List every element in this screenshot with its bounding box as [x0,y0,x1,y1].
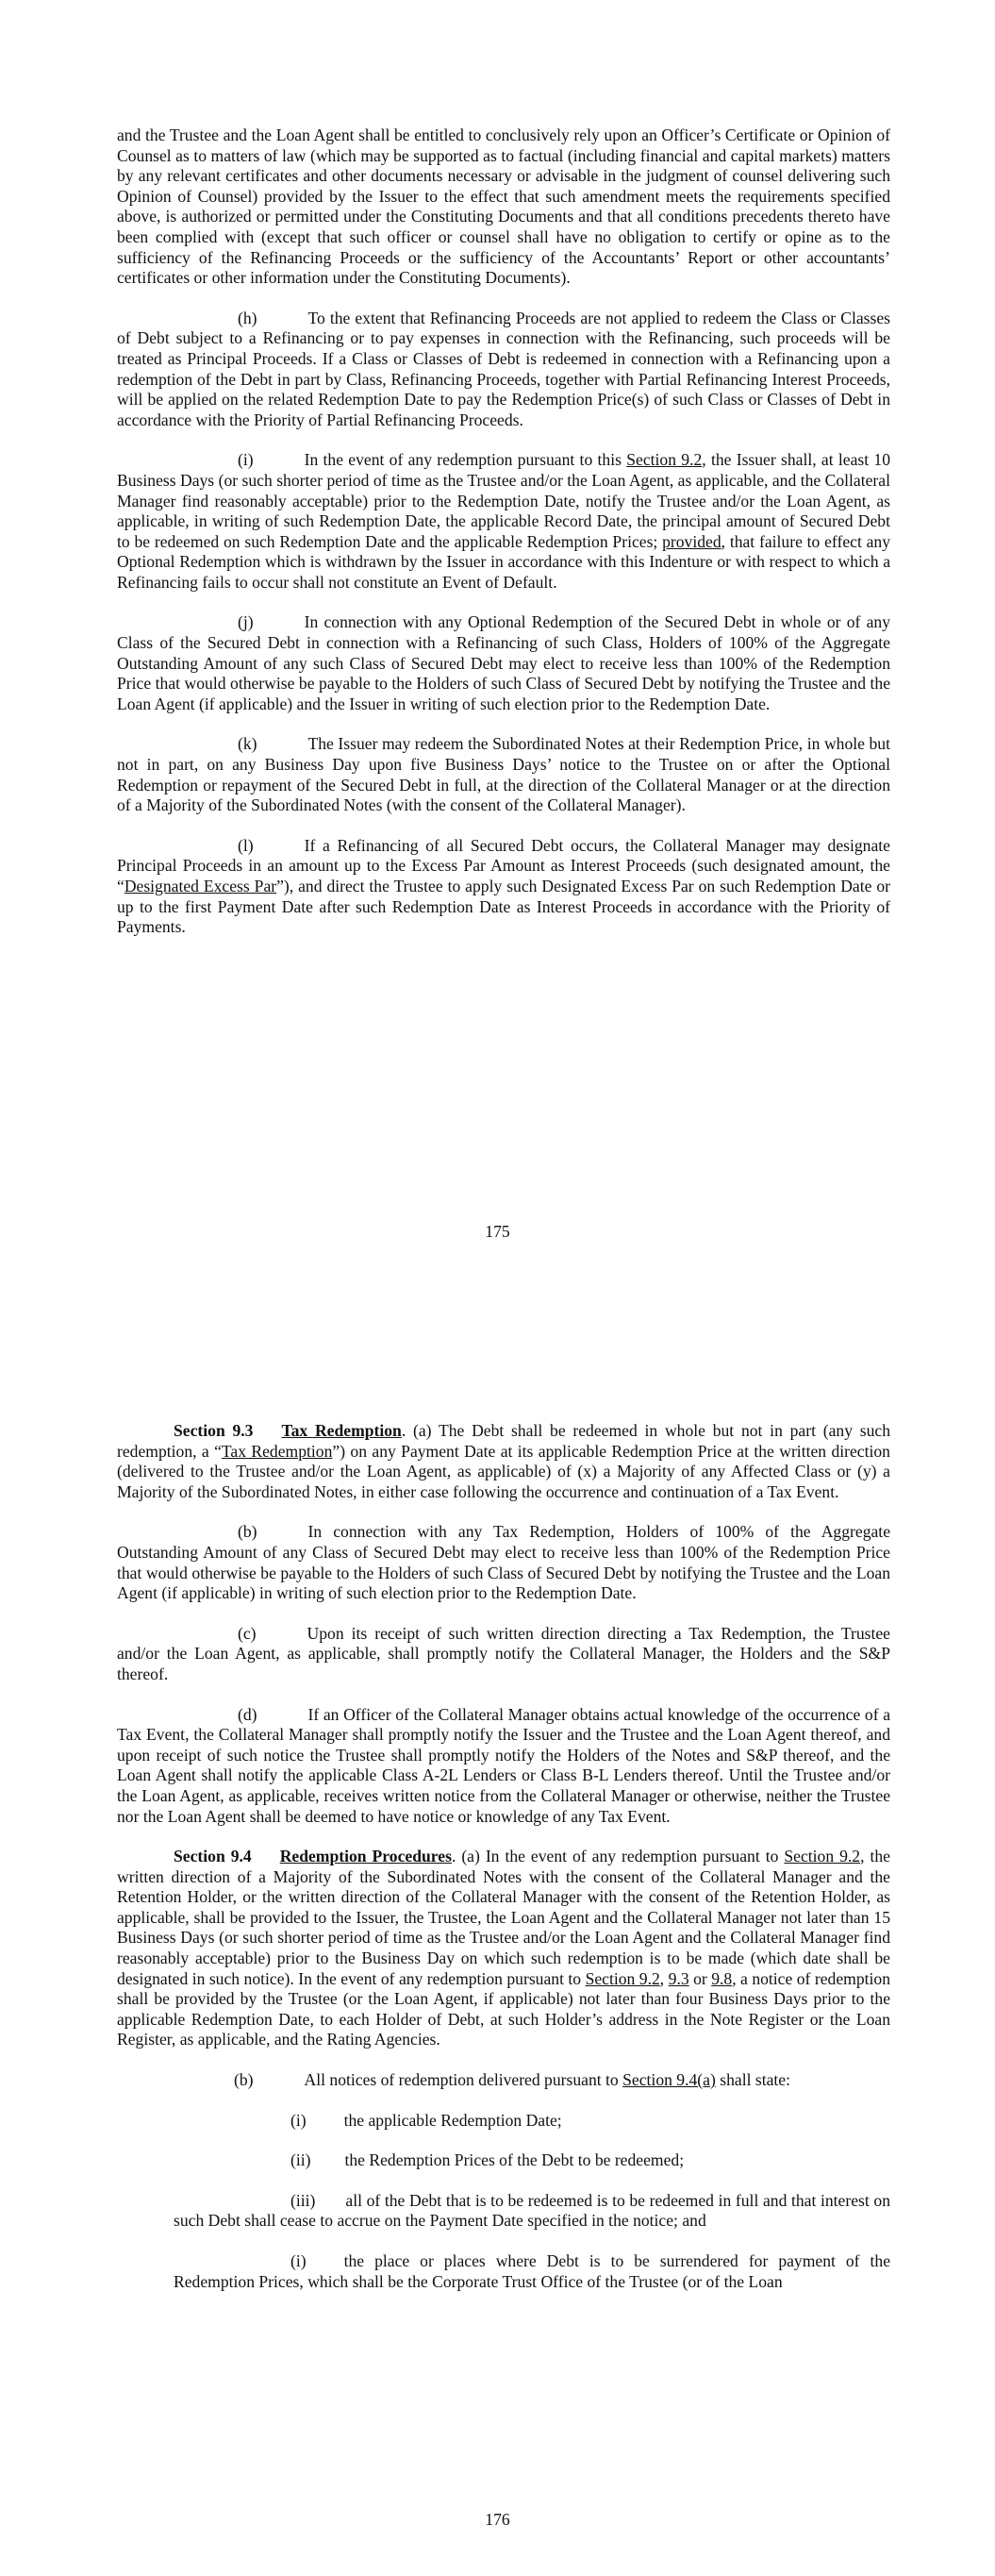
paragraph-9-3-b: (b) In connection with any Tax Redemption, Holders of 100% of the Aggregate Outstanding Amount of any Class of Secured Debt may elect to receive less than 100% of the Redemption Price that would otherwise be payable to the Holders of such Class of Secured Debt by notifying the Trustee and the Loan Agent (if applicable) in writing of such election prior to the Redemption Date. [117,1522,890,1603]
clause-label: (b) [234,2070,254,2090]
section-reference: Section 9.2 [585,1968,660,1988]
list-item: (i) the place or places where Debt is to be surrendered for payment of the Redemption Prices, which shall be the Corporate Trust Office of the Trustee (or of the Loan [174,2251,890,2291]
section-title: Tax Redemption [281,1421,402,1440]
clause-label: (i) [290,2110,307,2130]
section-label: Section 9.4 [174,1847,252,1866]
section-label: Section 9.3 [174,1421,254,1440]
clause-label: (j) [238,612,254,632]
clause-label: (k) [238,734,257,754]
section-9-4: Section 9.4 Redemption Procedures. (a) In the event of any redemption pursuant to Section 9.2, the written direction of a Majority of the Subordinated Notes with the consent of the Collateral Manager and the Retention Holder, or the written direction of the Collateral Manager with the consent of the Retention Holder, as applicable, shall be provided to the Issuer, the Trustee, the Loan Agent and the Collateral Manager not later than 15 Business Days (or such shorter period of time as the Trustee and/or the Loan Agent and the Collateral Manager find reasonably acceptable) prior to the Business Day on which such redemption is to be made (which date shall be designated in such notice). In the event of any redemption pursuant to Section 9.2, 9.3 or 9.8, a notice of redemption shall be provided by the Trustee (or the Loan Agent, if applicable) not later than four Business Days prior to the applicable Redemption Date, to each Holder of Debt, at such Holder’s address in the Note Register or the Loan Register, as applicable, and the Rating Agencies. [117,1847,890,2049]
paragraph-intro: and the Trustee and the Loan Agent shall be entitled to conclusively rely upon an Officer’s Certificate or Opinion of Counsel as to matters of law (which may be supported as to factual (including financial and capital markets) matters by any relevant certificates and other documents necessary or advisable in the judgment of counsel delivering such Opinion of Counsel) provided by the Issuer to the effect that such amendment meets the requirements specified above, is authorized or permitted under the Constituting Documents and that all conditions precedents thereto have been complied with (except that such officer or counsel shall have no obligation to certify or opine as to the sufficiency of the Refinancing Proceeds or the sufficiency of the Accountants’ Report or other accountants’ certificates or other information under the Constituting Documents). [117,125,890,288]
paragraph-i: (i) In the event of any redemption pursuant to this Section 9.2, the Issuer shall, at least 10 Business Days (or such shorter period of time as the Trustee and/or the Loan Agent, as applicable, and the Collateral Manager find reasonably acceptable) prior to the Redemption Date, notify the Trustee and/or the Loan Agent, as applicable, in writing of such Redemption Date, the applicable Record Date, the principal amount of Secured Debt to be redeemed on such Redemption Date and the applicable Redemption Prices; provided, that failure to effect any Optional Redemption which is withdrawn by the Issuer in accordance with this Indenture or with respect to which a Refinancing fails to occur shall not constitute an Event of Default. [117,450,891,592]
page-number: 176 [485,2510,510,2529]
page-176-body [117,1421,890,2312]
section-reference: Section 9.4(a) [622,2070,716,2090]
defined-term: Tax Redemption [221,1441,333,1461]
section-reference: 9.3 [668,1968,689,1988]
paragraph-l: (l) If a Refinancing of all Secured Debt occurs, the Collateral Manager may designate Principal Proceeds in an amount up to the Excess Par Amount as Interest Proceeds (such designated amount, the “Designated Excess Par”), and direct the Trustee to apply such Designated Excess Par on such Redemption Date or up to the first Payment Date after such Redemption Date as Interest Proceeds in accordance with the Priority of Payments. [117,835,890,937]
clause-label: (ii) [290,2150,311,2170]
clause-label: (l) [238,835,254,855]
paragraph-9-4-b: (b) All notices of redemption delivered pursuant to Section 9.4(a) shall state: [234,2070,790,2090]
clause-label: (h) [238,308,257,327]
page-176 [0,1288,995,2576]
section-reference: Section 9.2 [784,1847,861,1866]
clause-label: (i) [290,2251,307,2270]
section-reference: 9.8 [711,1968,733,1988]
paragraph-k: (k) The Issuer may redeem the Subordinated Notes at their Redemption Price, in whole but not in part, on any Business Day upon five Business Days’ notice to the Trustee on or after the Optional Redemption or repayment of the Secured Debt in full, at the direction of the Collateral Manager or at the direction of a Majority of the Subordinated Notes (with the consent of the Collateral Manager). [117,734,890,815]
section-9-3: Section 9.3 Tax Redemption. (a) The Debt shall be redeemed in whole but not in part (any such redemption, a “Tax Redemption”) on any Payment Date at its applicable Redemption Price at the written direction (delivered to the Trustee and/or the Loan Agent, as applicable) of (x) a Majority of any Affected Class or (y) a Majority of the Subordinated Notes, in either case following the occurrence and continuation of a Tax Event. [117,1421,891,1501]
page-number: 175 [485,1222,510,1241]
clause-label: (iii) [290,2190,316,2210]
list-item: (iii) all of the Debt that is to be redeemed is to be redeemed in full and that interest on such Debt shall cease to accrue on the Payment Date specified in the notice; and [174,2190,890,2231]
paragraph-h: (h) To the extent that Refinancing Proceeds are not applied to redeem the Class or Classes of Debt subject to a Refinancing or to pay expenses in connection with the Refinancing, such proceeds will be treated as Principal Proceeds. If a Class or Classes of Debt is redeemed in connection with a Refinancing upon a redemption of the Debt in part by Class, Refinancing Proceeds, together with Partial Refinancing Interest Proceeds, will be applied on the related Redemption Date to pay the Redemption Price(s) of such Class or Classes of Debt in accordance with the Priority of Partial Refinancing Proceeds. [117,308,890,429]
paragraph-j: (j) In connection with any Optional Redemption of the Secured Debt in whole or of any Class of the Secured Debt in connection with a Refinancing of such Class, Holders of 100% of the Aggregate Outstanding Amount of any such Class of Secured Debt may elect to receive less than 100% of the Redemption Price that would otherwise be payable to the Holders of such Class of Secured Debt by notifying the Trustee and the Loan Agent (if applicable) and the Issuer in writing of such election prior to the Redemption Date. [117,612,890,713]
section-reference: Section 9.2 [626,450,703,470]
paragraph-9-3-d: (d) If an Officer of the Collateral Manager obtains actual knowledge of the occurrence of a Tax Event, the Collateral Manager shall promptly notify the Issuer and the Trustee and the Loan Agent thereof, and upon receipt of such notice the Trustee shall promptly notify the Holders of the Notes and S&P thereof, and the Loan Agent shall notify the applicable Class A-2L Lenders or Class B-L Lenders thereof. Until the Trustee and/or the Loan Agent, as applicable, receives written notice from the Collateral Manager or otherwise, neither the Trustee nor the Loan Agent shall be deemed to have notice or knowledge of any Tax Event. [117,1704,890,1826]
paragraph-9-3-c: (c) Upon its receipt of such written direction directing a Tax Redemption, the Trustee and/or the Loan Agent, as applicable, shall promptly notify the Collateral Manager, the Holders and the S&P thereof. [117,1623,890,1683]
clause-label: (d) [238,1704,257,1724]
page-175-body [117,125,890,958]
clause-label: (c) [238,1623,257,1643]
clause-label: (i) [238,450,254,470]
list-item: (i) the applicable Redemption Date; [290,2110,562,2130]
provided-term: provided [662,531,721,551]
clause-label: (b) [238,1522,257,1542]
defined-term: Designated Excess Par [124,877,277,895]
section-title: Redemption Procedures [279,1847,452,1866]
list-item: (ii) the Redemption Prices of the Debt to be redeemed; [290,2150,685,2170]
